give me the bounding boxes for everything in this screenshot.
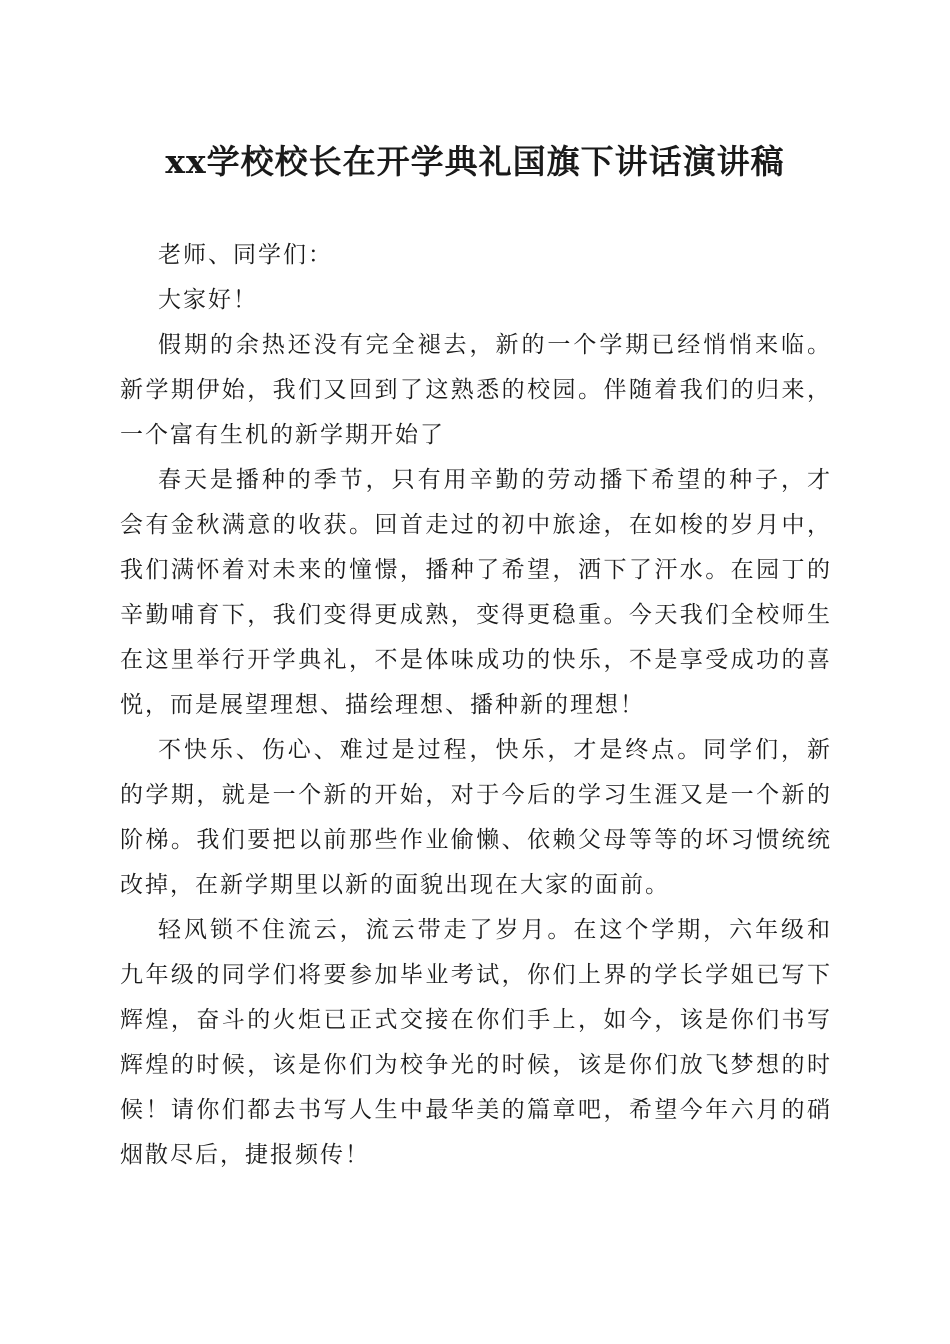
greeting: 大家好！: [158, 287, 258, 313]
paragraph: 春天是播种的季节，只有用辛勤的劳动播下希望的种子，才会有金秋满意的收获。回首走过的初中旅途，在如梭的岁月中，我们满怀着对未来的憧憬，播种了希望，洒下了汗水。在园丁的辛勤哺育下，我们变得更成熟，变得更稳重。今天我们全校师生在这里举行开学典礼，不是体味成功的快乐，不是享受成功的喜悦，而是展望理想、描绘理想、播种新的理想！: [120, 467, 832, 718]
document-body: [120, 233, 832, 1178]
document-title: xx学校校长在开学典礼国旗下讲话演讲稿: [165, 142, 785, 181]
paragraph: 假期的余热还没有完全褪去，新的一个学期已经悄悄来临。新学期伊始，我们又回到了这熟悉的校园。伴随着我们的归来，一个富有生机的新学期开始了: [120, 332, 832, 448]
paragraph: 不快乐、伤心、难过是过程，快乐，才是终点。同学们，新的学期，就是一个新的开始，对于今后的学习生涯又是一个新的阶梯。我们要把以前那些作业偷懒、依赖父母等等的坏习惯统统改掉，在新学期里以新的面貌出现在大家的面前。: [120, 737, 832, 898]
paragraph: 轻风锁不住流云，流云带走了岁月。在这个学期，六年级和九年级的同学们将要参加毕业考试，你们上界的学长学姐已写下辉煌，奋斗的火炬已正式交接在你们手上，如今，该是你们书写辉煌的时候，该是你们为校争光的时候，该是你们放飞梦想的时候！请你们都去书写人生中最华美的篇章吧，希望今年六月的硝烟散尽后，捷报频传！: [120, 917, 832, 1168]
salutation: 老师、同学们：: [158, 242, 333, 268]
